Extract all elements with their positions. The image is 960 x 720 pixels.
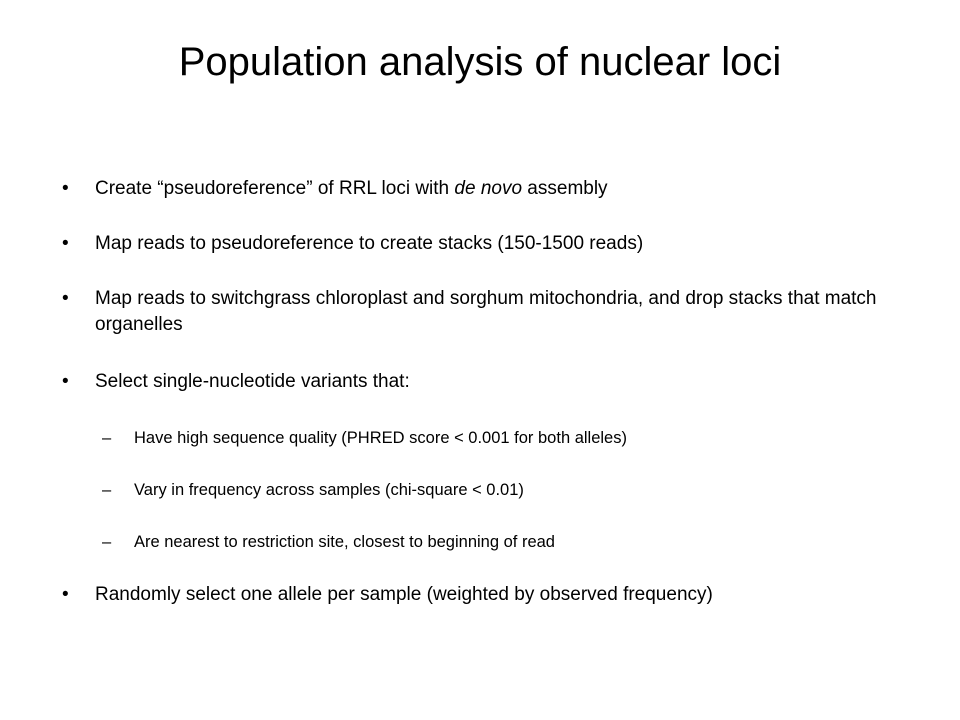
sub-item-frequency <box>62 479 922 501</box>
sub-item-text: Have high sequence quality (PHRED score < 0.001 for both alleles) <box>134 429 627 447</box>
bullet-text-emphasis: de novo <box>454 178 523 199</box>
bullet-item-pseudoreference <box>62 176 922 202</box>
bullet-marker: • <box>62 233 69 254</box>
sub-item-sequence-quality <box>62 427 922 449</box>
sub-bullet-marker: – <box>102 429 112 447</box>
bullet-item-random-allele <box>62 582 922 608</box>
bullet-item-select-variants <box>62 369 922 395</box>
sub-item-text: Are nearest to restriction site, closest to beginning of read <box>134 533 555 551</box>
bullet-marker: • <box>62 178 69 199</box>
bullet-text-post: assembly <box>522 178 608 199</box>
bullet-marker: • <box>62 288 69 309</box>
bullet-text: Randomly select one allele per sample (weighted by observed frequency) <box>95 584 713 605</box>
bullet-text: Map reads to pseudoreference to create stacks (150-1500 reads) <box>95 233 644 254</box>
sub-bullet-marker: – <box>102 533 112 551</box>
bullet-text-pre: Create “pseudoreference” of RRL loci with <box>95 178 455 199</box>
bullet-item-organelles <box>62 286 922 338</box>
sub-item-text: Vary in frequency across samples (chi-square < 0.01) <box>134 481 524 499</box>
bullet-text: Map reads to switchgrass chloroplast and sorghum mitochondria, and drop stacks that match organelles <box>95 288 877 335</box>
sub-item-restriction-site <box>62 531 922 553</box>
bullet-item-map-reads <box>62 231 922 257</box>
bullet-text <box>95 178 608 199</box>
bullet-list <box>62 176 922 608</box>
sub-bullet-marker: – <box>102 481 112 499</box>
bullet-text: Select single-nucleotide variants that: <box>95 371 410 392</box>
bullet-marker: • <box>62 371 69 392</box>
slide-title: Population analysis of nuclear loci <box>178 40 782 84</box>
bullet-marker: • <box>62 584 69 605</box>
